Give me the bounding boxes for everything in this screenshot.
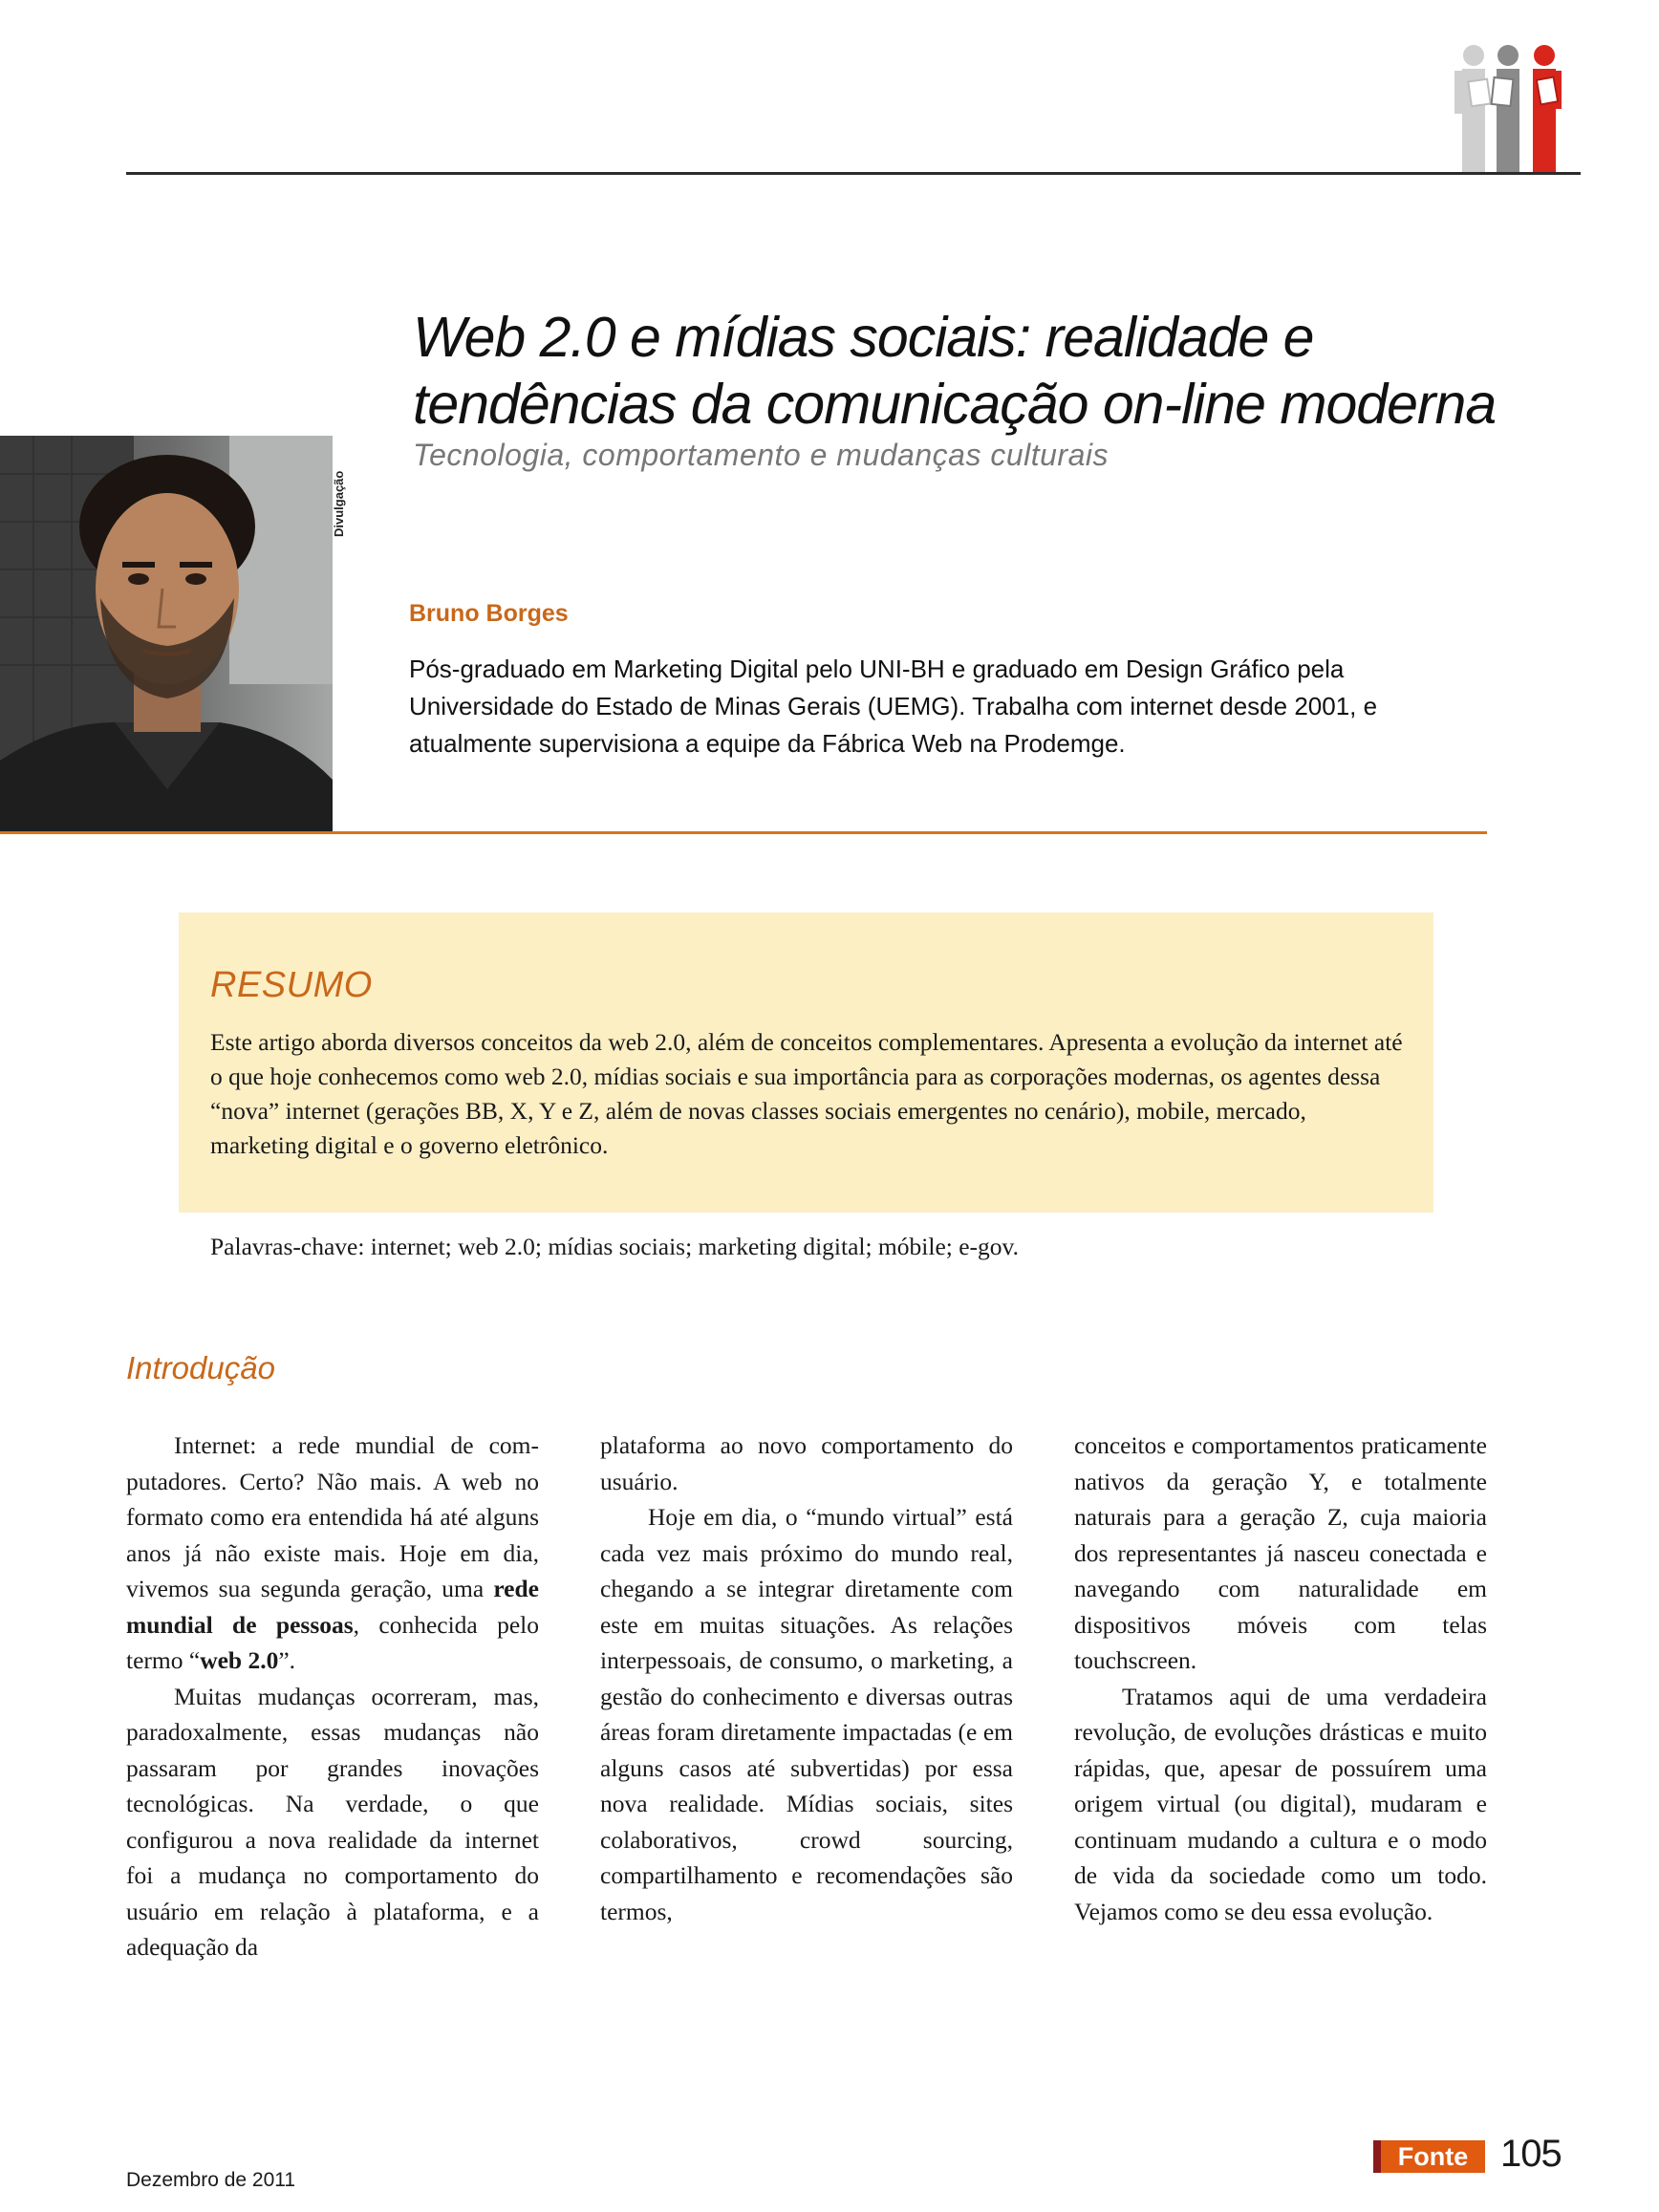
author-bio: Pós-graduado em Marketing Digital pelo UNI-BH e graduado em Design Gráfico pela Universidade do Estado de Minas Gerais (UEMG). Trabalha com internet desde 2001, e atualmente supervisiona a equipe da Fábrica Web na Prodemge. <box>409 655 1378 758</box>
text-run: Internet: a rede mundial de computadores. Certo? Não mais. A web no formato como era entendida há até alguns anos já não existe mais. Hoje em dia, vivemos sua segunda geração, uma <box>126 1431 539 1602</box>
author-section-rule <box>0 831 1487 834</box>
bold-term: web 2.0 <box>200 1646 279 1674</box>
author-name: Bruno Borges <box>409 600 569 627</box>
article-subtitle: Tecnologia, comportamento e mudanças culturais <box>413 438 1109 472</box>
paragraph: Muitas mudanças ocorreram, mas, paradoxalmente, essas mudanças não passaram por grandes inovações tecnológicas. Na verdade, o que configurou a nova realidade da internet foi a mudança no comportamento do usuário em relação à plataforma, e a adequação da <box>126 1682 539 1961</box>
keywords: Palavras-chave: internet; web 2.0; mídias sociais; marketing digital; móbile; e-gov. <box>210 1233 1019 1260</box>
text-column-2 <box>600 1428 1013 1929</box>
fonte-magazine-logo: Fonte <box>1373 2140 1485 2173</box>
paragraph: Tratamos aqui de uma verdadeira revolução, de evoluções drásticas e muito rápidas, que, apesar de possuírem uma origem virtual (ou digital), mudaram e continuam mudando a cultura e o modo de vida da sociedade como um todo. Vejamos como se deu essa evolução. <box>1074 1682 1487 1925</box>
bold-term: rede mundial de pessoas <box>126 1575 539 1639</box>
article-title <box>413 304 1607 438</box>
abstract-heading: RESUMO <box>210 965 373 1005</box>
people-logo-icon <box>1449 42 1571 176</box>
text-run: ”. <box>278 1646 296 1674</box>
paragraph: plataforma ao novo comportamento do usuário. <box>600 1431 1013 1495</box>
article-title-line-1: Web 2.0 e mídias sociais: realidade e <box>413 306 1314 369</box>
top-rule <box>126 172 1581 175</box>
footer-date: Dezembro de 2011 <box>126 2169 296 2191</box>
paragraph: conceitos e comportamentos praticamente nativos da geração Y, e totalmente naturais para a geração Z, cuja maioria dos representantes já nasceu conectada e navegando com naturalidade em dispositivos móveis com telas touchscreen. <box>1074 1431 1487 1674</box>
abstract-text: Este artigo aborda diversos conceitos da web 2.0, além de conceitos complementares. Apresenta a evolução da internet até o que hoje conhecemos como web 2.0, mídias sociais e sua importância para as corporações modernas, os agentes dessa “nova” internet (gerações BB, X, Y e Z, além de novas classes sociais emergentes no cenário), mobile, mercado, marketing digital e o governo eletrônico. <box>210 1028 1403 1159</box>
page-number: 105 <box>1500 2133 1562 2175</box>
author-photo <box>0 436 333 831</box>
photo-credit: Divulgação <box>332 470 346 537</box>
paragraph <box>126 1428 539 1679</box>
text-run: , conhecida pelo termo “ <box>126 1610 539 1674</box>
article-title-line-2: tendências da comunicação on-line moderna <box>413 373 1497 436</box>
section-heading-introducao: Introdução <box>126 1350 275 1385</box>
text-column-1 <box>126 1428 539 1965</box>
paragraph: Hoje em dia, o “mundo virtual” está cada vez mais próximo do mundo real, chegando a se integrar diretamente com este em muitas situações. As relações interpessoais, de consumo, o marketing, a gestão do conhecimento e diversas outras áreas foram diretamente impactadas (e em alguns casos até subvertidas) por essa nova realidade. Mídias sociais, sites colaborativos, crowd sourcing, compartilhamento e recomendações são termos, <box>600 1503 1013 1925</box>
text-column-3 <box>1074 1428 1487 1929</box>
